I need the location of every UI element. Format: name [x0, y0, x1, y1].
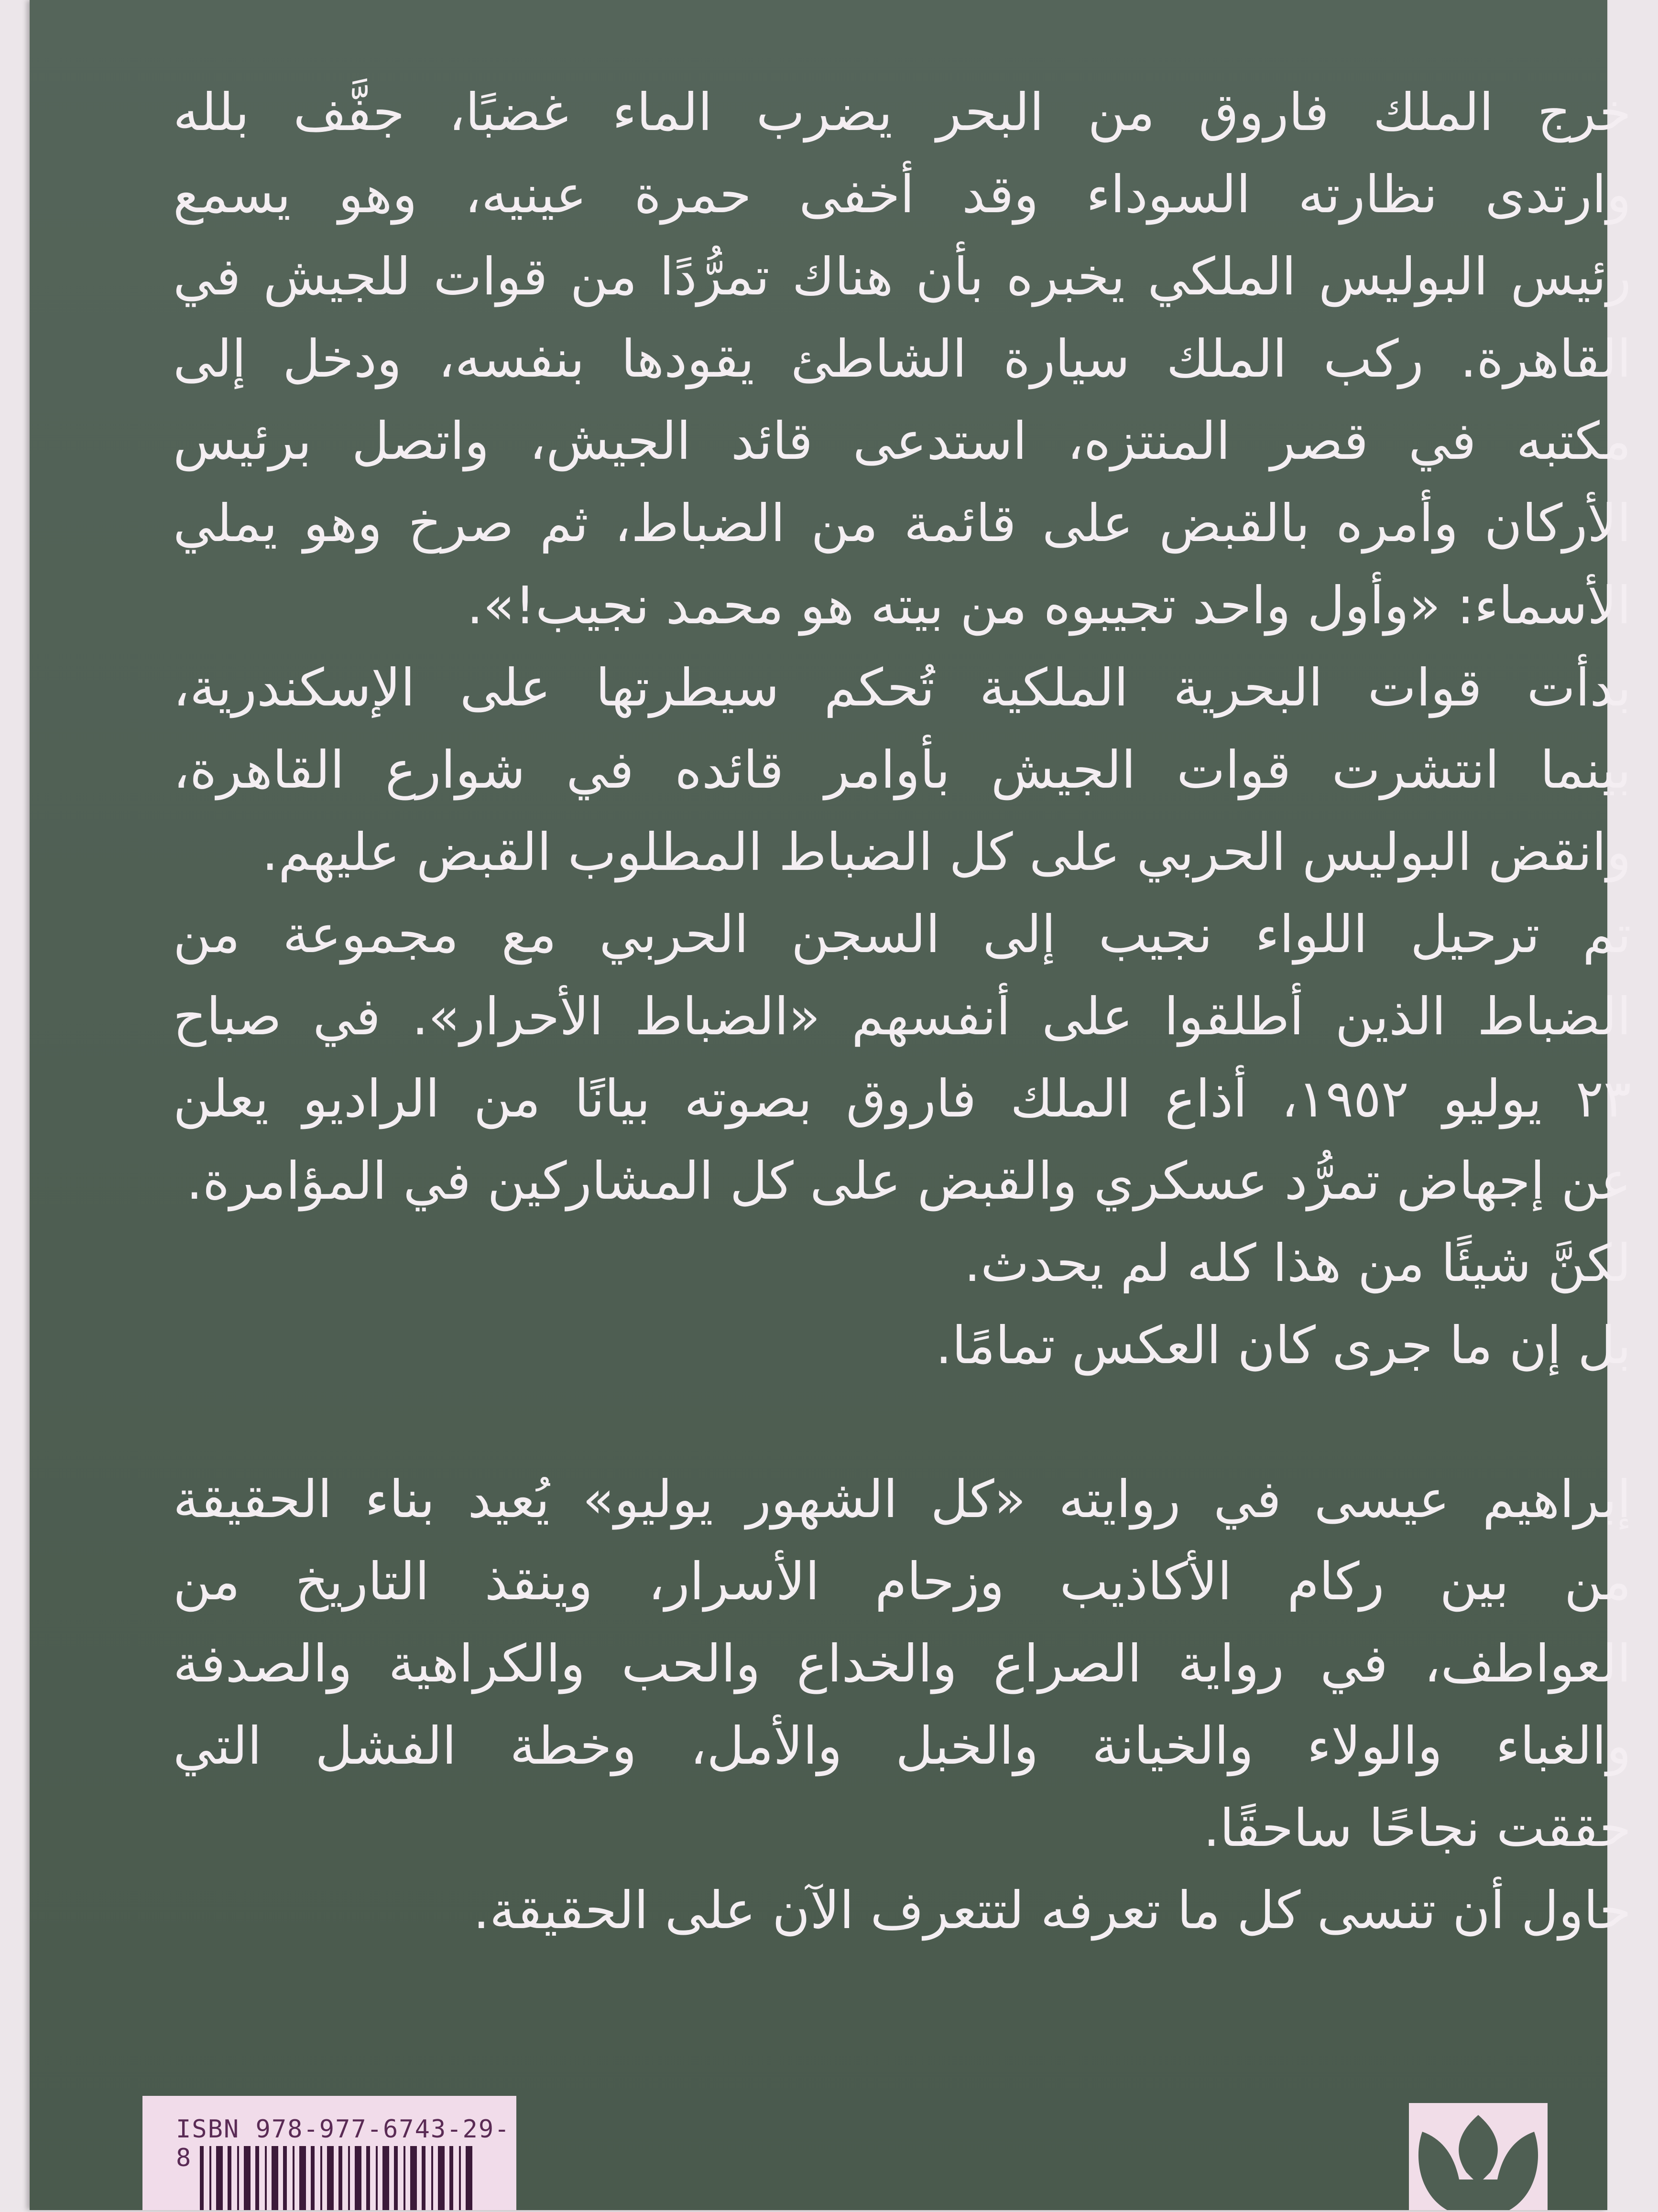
book-back-cover	[30, 0, 1632, 2210]
text-line: عن إجهاض تمرُّد عسكري والقبض على كل المشاركين في المؤامرة.	[186, 1151, 1631, 1211]
text-line: والغباء والولاء والخيانة والخبل والأمل، وخطة الفشل التي	[173, 1716, 1631, 1776]
text-line: مكتبه في قصر المنتزه، استدعى قائد الجيش، واتصل برئيس	[173, 412, 1631, 471]
text-line: بينما انتشرت قوات الجيش بأوامر قائده في شوارع القاهرة،	[173, 740, 1631, 800]
isbn-barcode-label	[142, 2096, 516, 2210]
text-line: القاهرة. ركب الملك سيارة الشاطئ يقودها بنفسه، ودخل إلى	[173, 329, 1631, 389]
text-line: وارتدى نظارته السوداء وقد أخفى حمرة عينيه، وهو يسمع	[173, 165, 1631, 225]
text-line: ٢٣ يوليو ١٩٥٢، أذاع الملك فاروق بصوته بيانًا من الراديو يعلن	[173, 1069, 1632, 1129]
paragraph-gap	[173, 1387, 1631, 1459]
text-line: الأركان وأمره بالقبض على قائمة من الضباط، ثم صرخ وهو يملي	[173, 494, 1631, 553]
text-line: لكنَّ شيئًا من هذا كله لم يحدث.	[964, 1234, 1631, 1293]
text-line: خرج الملك فاروق من البحر يضرب الماء غضبًا، جفَّف بلله	[173, 83, 1631, 142]
text-line: بدأت قوات البحرية الملكية تُحكم سيطرتها على الإسكندرية،	[173, 658, 1631, 718]
text-line: رئيس البوليس الملكي يخبره بأن هناك تمرُّدًا من قوات للجيش في	[173, 247, 1631, 307]
blurb-text	[173, 72, 1631, 1952]
text-line: العواطف، في رواية الصراع والخداع والحب والكراهية والصدفة	[173, 1634, 1631, 1694]
text-line: وانقض البوليس الحربي على كل الضباط المطلوب القبض عليهم.	[262, 823, 1631, 882]
text-line: حققت نجاحًا ساحقًا.	[1203, 1799, 1631, 1858]
text-line: تم ترحيل اللواء نجيب إلى السجن الحربي مع مجموعة من	[173, 905, 1631, 965]
text-line: حاول أن تنسى كل ما تعرفه لتتعرف الآن على الحقيقة.	[473, 1881, 1631, 1941]
barcode	[200, 2146, 472, 2210]
publisher-logo-icon	[1409, 2103, 1548, 2210]
text-line: الضباط الذين أطلقوا على أنفسهم «الضباط الأحرار». في صباح	[173, 987, 1631, 1047]
text-line: إبراهيم عيسى في روايته «كل الشهور يوليو» يُعيد بناء الحقيقة	[173, 1470, 1631, 1529]
isbn-number: ISBN 978-977-6743-29-8	[176, 2115, 511, 2172]
text-line: الأسماء: «وأول واحد تجيبوه من بيته هو محمد نجيب!».	[467, 576, 1631, 636]
text-line: من بين ركام الأكاذيب وزحام الأسرار، وينقذ التاريخ من	[173, 1552, 1631, 1612]
text-line: بل إن ما جرى كان العكس تمامًا.	[935, 1316, 1631, 1376]
